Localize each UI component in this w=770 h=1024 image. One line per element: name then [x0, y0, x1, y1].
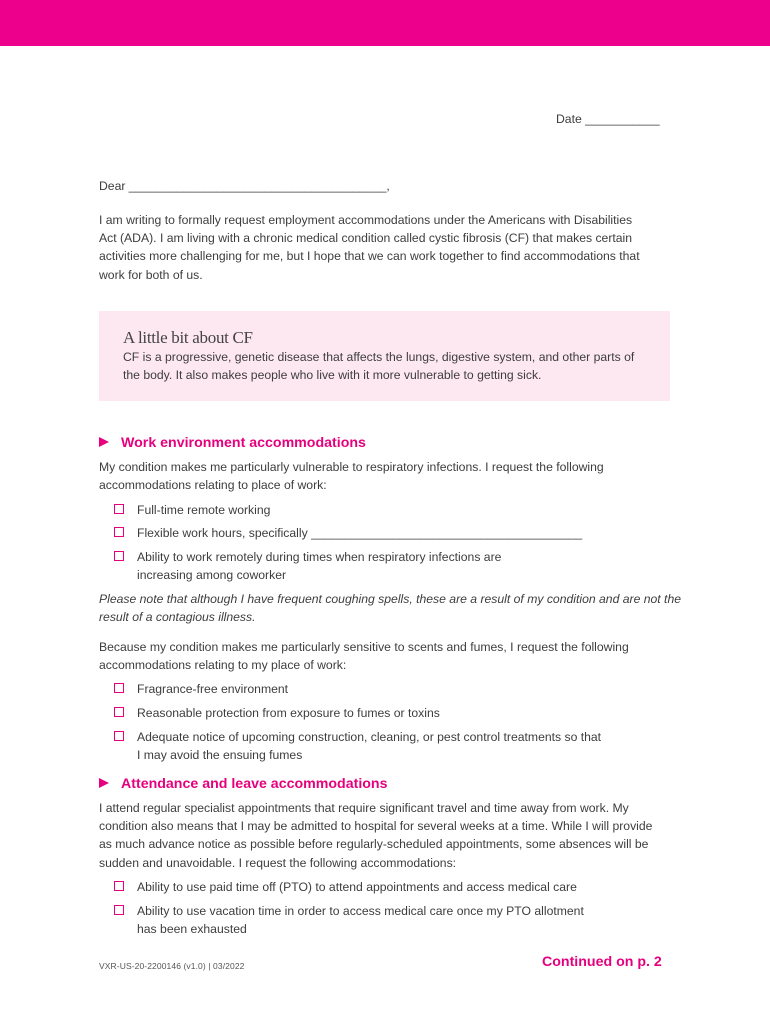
italic-note [99, 590, 681, 626]
intro-line: I am writing to formally request employment accommodations under the Americans with Disabilities [99, 213, 633, 227]
callout-line: the body. It also makes people who live with it more vulnerable to getting sick. [123, 368, 542, 383]
section-heading-attendance [99, 775, 388, 793]
paragraph-line: as much advance notice as possible before regularly-scheduled appointments, some absences will be [99, 837, 649, 852]
section-heading-work-environment [99, 434, 366, 452]
label-line: Adequate notice of upcoming construction, cleaning, or pest control treatments so that [137, 730, 602, 744]
triangle-bullet-icon [99, 437, 109, 447]
label-line: has been exhausted [137, 922, 247, 937]
checkbox-label: Fragrance-free environment [137, 682, 289, 696]
paragraph-line: My condition makes me particularly vulnerable to respiratory infections. I request the following [99, 460, 604, 474]
checkbox[interactable] [114, 527, 124, 537]
label-line: Ability to work remotely during times when respiratory infections are [137, 550, 502, 564]
checkbox-label: Full-time remote working [137, 503, 271, 517]
intro-line: Act (ADA). I am living with a chronic medical condition called cystic fibrosis (CF) that makes certain [99, 231, 633, 246]
checkbox[interactable] [114, 707, 124, 717]
paragraph-line: I attend regular specialist appointments that require significant travel and time away from work. My [99, 801, 629, 815]
triangle-bullet-icon [99, 778, 109, 788]
section-heading-text: Work environment accommodations [121, 435, 366, 451]
callout-line: CF is a progressive, genetic disease that affects the lungs, digestive system, and other parts of [123, 350, 635, 364]
paragraph-line: condition also means that I may be admitted to hospital for several weeks at a time. While I will provide [99, 819, 653, 834]
checkbox[interactable] [114, 551, 124, 561]
label-line: increasing among coworker [137, 568, 287, 583]
document-code: VXR-US-20-2200146 (v1.0) | 03/2022 [99, 961, 245, 971]
checkbox-label [137, 548, 501, 584]
work-env-paragraph [99, 458, 604, 494]
checkbox-label [137, 728, 601, 764]
continued-label: Continued on p. 2 [542, 954, 662, 970]
attendance-paragraph [99, 799, 652, 872]
note-line: result of a contagious illness. [99, 610, 256, 625]
checkbox[interactable] [114, 504, 124, 514]
checkbox[interactable] [114, 731, 124, 741]
cf-info-callout [99, 311, 670, 401]
date-line: Date ___________ [556, 112, 660, 126]
checkbox[interactable] [114, 683, 124, 693]
scents-paragraph [99, 638, 629, 674]
intro-line: work for both of us. [99, 267, 203, 282]
label-line: Ability to use vacation time in order to access medical care once my PTO allotment [137, 904, 584, 918]
checkbox-label [137, 902, 584, 938]
checkbox[interactable] [114, 905, 124, 915]
paragraph-line: Because my condition makes me particularly sensitive to scents and fumes, I request the following [99, 640, 629, 654]
header-bar [0, 0, 770, 46]
checkbox[interactable] [114, 881, 124, 891]
salutation-line: Dear ______________________________________, [99, 179, 390, 193]
callout-body [123, 348, 653, 384]
callout-title: A little bit about CF [123, 328, 253, 347]
paragraph-line: accommodations relating to place of work: [99, 478, 327, 493]
paragraph-line: accommodations relating to my place of work: [99, 658, 347, 673]
checkbox-label: Reasonable protection from exposure to fumes or toxins [137, 706, 440, 720]
label-line: I may avoid the ensuing fumes [137, 748, 303, 763]
note-line: Please note that although I have frequent coughing spells, these are a result of my condition and are not the [99, 592, 682, 606]
checkbox-label: Ability to use paid time off (PTO) to attend appointments and access medical care [137, 880, 577, 894]
checkbox-label: Flexible work hours, specifically ________________________________________ [137, 526, 583, 540]
intro-line: activities more challenging for me, but I hope that we can work together to find accommodations that [99, 249, 640, 264]
paragraph-line: sudden and unavoidable. I request the following accommodations: [99, 855, 457, 870]
section-heading-text: Attendance and leave accommodations [121, 776, 388, 792]
intro-paragraph [99, 211, 671, 284]
